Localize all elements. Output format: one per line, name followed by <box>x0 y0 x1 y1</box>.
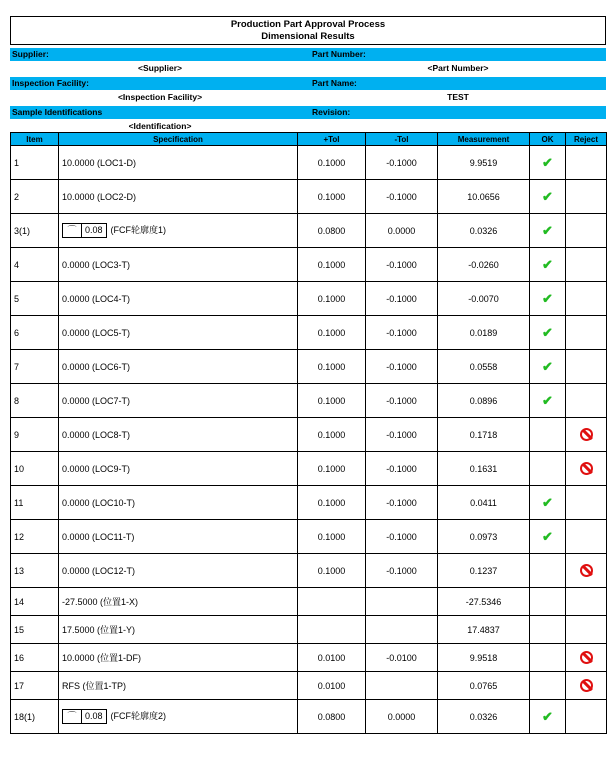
specification-cell <box>59 588 298 616</box>
reject-cell <box>566 248 607 282</box>
item-cell: 4 <box>11 248 59 282</box>
table-row <box>11 554 607 588</box>
reject-cell <box>566 214 607 248</box>
check-icon: ✔ <box>542 708 553 724</box>
minus-tol-cell: -0.1000 <box>366 350 438 384</box>
table-row <box>11 672 607 700</box>
ok-cell <box>530 316 566 350</box>
item-cell: 8 <box>11 384 59 418</box>
item-cell: 14 <box>11 588 59 616</box>
minus-tol-cell: -0.1000 <box>366 418 438 452</box>
supplier-value: <Supplier> <box>138 63 182 73</box>
measurement-cell: -0.0070 <box>438 282 530 316</box>
item-cell: 16 <box>11 644 59 672</box>
minus-tol-cell <box>366 672 438 700</box>
ok-cell <box>530 384 566 418</box>
plus-tol-cell: 0.1000 <box>298 350 366 384</box>
item-cell: 2 <box>11 180 59 214</box>
check-icon: ✔ <box>542 392 553 408</box>
surface-profile-icon: ⌒ <box>63 224 82 237</box>
measurement-cell: 0.1718 <box>438 418 530 452</box>
minus-tol-cell: -0.1000 <box>366 316 438 350</box>
reject-cell <box>566 486 607 520</box>
spec-text: RFS (位置1-TP) <box>62 681 126 691</box>
check-icon: ✔ <box>542 222 553 238</box>
measurement-cell: -0.0260 <box>438 248 530 282</box>
plus-tol-cell: 0.1000 <box>298 146 366 180</box>
specification-cell <box>59 672 298 700</box>
table-row <box>11 644 607 672</box>
facility-value: <Inspection Facility> <box>117 92 203 102</box>
table-row <box>11 282 607 316</box>
sample-bar <box>10 106 606 119</box>
reject-cell <box>566 554 607 588</box>
item-cell: 11 <box>11 486 59 520</box>
ok-cell <box>530 486 566 520</box>
plus-tol-cell: 0.0800 <box>298 214 366 248</box>
measurement-cell: 0.0765 <box>438 672 530 700</box>
spec-text: 17.5000 (位置1-Y) <box>62 625 136 635</box>
item-cell: 17 <box>11 672 59 700</box>
specification-cell <box>59 146 298 180</box>
measurement-cell: 9.9518 <box>438 644 530 672</box>
table-row <box>11 486 607 520</box>
measurement-cell: 0.0411 <box>438 486 530 520</box>
plus-tol-cell: 0.1000 <box>298 316 366 350</box>
minus-tol-cell: -0.1000 <box>366 146 438 180</box>
minus-tol-cell: 0.0000 <box>366 700 438 734</box>
spec-text: -27.5000 (位置1-X) <box>62 597 139 607</box>
facility-values <box>10 90 606 105</box>
plus-tol-cell: 0.1000 <box>298 486 366 520</box>
reject-cell <box>566 146 607 180</box>
spec-text: 0.0000 (LOC3-T) <box>62 259 131 270</box>
minus-tol-cell: -0.1000 <box>366 248 438 282</box>
reject-cell <box>566 384 607 418</box>
item-cell: 3(1) <box>11 214 59 248</box>
spec-text: 10.0000 (LOC1-D) <box>62 157 137 168</box>
supplier-bar <box>10 48 606 61</box>
minus-tol-cell: -0.0100 <box>366 644 438 672</box>
results-table <box>10 132 607 734</box>
check-icon: ✔ <box>542 494 553 510</box>
reject-icon <box>580 564 593 577</box>
item-cell: 9 <box>11 418 59 452</box>
table-row <box>11 520 607 554</box>
measurement-cell: 0.0326 <box>438 214 530 248</box>
plus-tol-cell: 0.1000 <box>298 384 366 418</box>
specification-cell <box>59 248 298 282</box>
ok-cell <box>530 214 566 248</box>
ok-cell <box>530 700 566 734</box>
spec-text: 0.0000 (LOC11-T) <box>62 531 135 542</box>
spec-text: 10.0000 (LOC2-D) <box>62 191 137 202</box>
specification-cell <box>59 384 298 418</box>
spec-text: 0.0000 (LOC9-T) <box>62 463 131 474</box>
supplier-label: Supplier: <box>12 49 49 59</box>
spec-text: 10.0000 (位置1-DF) <box>62 653 142 663</box>
surface-profile-icon: ⌒ <box>63 710 82 723</box>
item-cell: 10 <box>11 452 59 486</box>
ok-cell <box>530 146 566 180</box>
ok-cell <box>530 418 566 452</box>
table-row <box>11 452 607 486</box>
reject-icon <box>580 462 593 475</box>
specification-cell <box>59 180 298 214</box>
table-row <box>11 214 607 248</box>
item-cell: 18(1) <box>11 700 59 734</box>
part-name-value: TEST <box>447 92 469 102</box>
measurement-cell: 0.0326 <box>438 700 530 734</box>
facility-label: Inspection Facility: <box>12 78 89 88</box>
minus-tol-cell: -0.1000 <box>366 452 438 486</box>
part-number-label: Part Number: <box>312 49 366 59</box>
spec-text: (FCF轮廓度2) <box>110 710 167 721</box>
spec-text: 0.0000 (LOC8-T) <box>62 429 131 440</box>
specification-cell <box>59 700 298 734</box>
item-cell: 15 <box>11 616 59 644</box>
specification-cell <box>59 520 298 554</box>
measurement-cell: 10.0656 <box>438 180 530 214</box>
plus-tol-cell: 0.1000 <box>298 554 366 588</box>
ok-cell <box>530 644 566 672</box>
specification-cell <box>59 418 298 452</box>
plus-tol-cell: 0.1000 <box>298 418 366 452</box>
item-cell: 5 <box>11 282 59 316</box>
table-row <box>11 146 607 180</box>
report-title <box>10 16 606 45</box>
ok-cell <box>530 554 566 588</box>
spec-text: 0.0000 (LOC10-T) <box>62 497 136 508</box>
minus-tol-cell: 0.0000 <box>366 214 438 248</box>
ok-cell <box>530 616 566 644</box>
results-body <box>11 146 607 734</box>
ok-cell <box>530 350 566 384</box>
check-icon: ✔ <box>542 324 553 340</box>
ok-cell <box>530 248 566 282</box>
check-icon: ✔ <box>542 528 553 544</box>
minus-tol-cell: -0.1000 <box>366 554 438 588</box>
report-title-line1: Production Part Approval Process <box>230 19 386 30</box>
specification-cell <box>59 452 298 486</box>
fcf-tolerance: 0.08 <box>85 711 103 722</box>
plus-tol-cell: 0.0100 <box>298 644 366 672</box>
item-cell: 1 <box>11 146 59 180</box>
item-cell: 7 <box>11 350 59 384</box>
minus-tol-cell: -0.1000 <box>366 282 438 316</box>
table-row <box>11 700 607 734</box>
check-icon: ✔ <box>542 358 553 374</box>
plus-tol-cell: 0.1000 <box>298 520 366 554</box>
ok-cell <box>530 180 566 214</box>
results-header-row <box>11 133 607 146</box>
reject-cell <box>566 700 607 734</box>
reject-cell <box>566 588 607 616</box>
measurement-cell: 0.1631 <box>438 452 530 486</box>
specification-cell <box>59 554 298 588</box>
specification-cell <box>59 282 298 316</box>
col-minus-tol: -Tol <box>366 133 438 146</box>
measurement-cell: 0.0973 <box>438 520 530 554</box>
check-icon: ✔ <box>542 154 553 170</box>
specification-cell <box>59 616 298 644</box>
ok-cell <box>530 452 566 486</box>
table-row <box>11 316 607 350</box>
ok-cell <box>530 520 566 554</box>
plus-tol-cell: 0.0800 <box>298 700 366 734</box>
spec-text: 0.0000 (LOC7-T) <box>62 395 131 406</box>
item-cell: 12 <box>11 520 59 554</box>
spec-text: 0.0000 (LOC5-T) <box>62 327 131 338</box>
col-reject: Reject <box>566 133 607 146</box>
ok-cell <box>530 672 566 700</box>
specification-cell <box>59 316 298 350</box>
part-number-value: <Part Number> <box>427 63 489 73</box>
col-measurement: Measurement <box>438 133 530 146</box>
part-name-label: Part Name: <box>312 78 357 88</box>
specification-cell <box>59 214 298 248</box>
minus-tol-cell: -0.1000 <box>366 520 438 554</box>
reject-cell <box>566 672 607 700</box>
measurement-cell: -27.5346 <box>438 588 530 616</box>
reject-cell <box>566 418 607 452</box>
profile-fcf-frame <box>62 709 107 724</box>
col-item: Item <box>11 133 59 146</box>
reject-cell <box>566 644 607 672</box>
minus-tol-cell <box>366 588 438 616</box>
plus-tol-cell: 0.1000 <box>298 248 366 282</box>
spec-text: (FCF轮廓度1) <box>110 224 167 235</box>
plus-tol-cell: 0.1000 <box>298 180 366 214</box>
col-ok: OK <box>530 133 566 146</box>
spec-text: 0.0000 (LOC4-T) <box>62 293 131 304</box>
dimensional-results-sheet <box>10 16 606 734</box>
reject-cell <box>566 350 607 384</box>
item-cell: 6 <box>11 316 59 350</box>
reject-icon <box>580 428 593 441</box>
reject-cell <box>566 452 607 486</box>
reject-cell <box>566 282 607 316</box>
supplier-values <box>10 61 606 76</box>
plus-tol-cell: 0.0100 <box>298 672 366 700</box>
col-specification: Specification <box>59 133 298 146</box>
fcf-tolerance: 0.08 <box>85 225 103 236</box>
facility-bar <box>10 77 606 90</box>
reject-icon <box>580 679 593 692</box>
specification-cell <box>59 486 298 520</box>
measurement-cell: 9.9519 <box>438 146 530 180</box>
sample-values <box>10 119 606 132</box>
check-icon: ✔ <box>542 290 553 306</box>
plus-tol-cell: 0.1000 <box>298 452 366 486</box>
measurement-cell: 17.4837 <box>438 616 530 644</box>
item-cell: 13 <box>11 554 59 588</box>
reject-cell <box>566 616 607 644</box>
minus-tol-cell <box>366 616 438 644</box>
table-row <box>11 588 607 616</box>
measurement-cell: 0.0189 <box>438 316 530 350</box>
ok-cell <box>530 588 566 616</box>
measurement-cell: 0.1237 <box>438 554 530 588</box>
report-title-line2: Dimensional Results <box>261 31 355 42</box>
check-icon: ✔ <box>542 256 553 272</box>
sample-value: <Identification> <box>128 121 192 131</box>
sample-label: Sample Identifications <box>12 107 103 117</box>
reject-cell <box>566 316 607 350</box>
minus-tol-cell: -0.1000 <box>366 384 438 418</box>
check-icon: ✔ <box>542 188 553 204</box>
table-row <box>11 180 607 214</box>
specification-cell <box>59 644 298 672</box>
reject-cell <box>566 520 607 554</box>
reject-icon <box>580 651 593 664</box>
profile-fcf-frame <box>62 223 107 238</box>
revision-label: Revision: <box>312 107 351 117</box>
plus-tol-cell <box>298 588 366 616</box>
spec-text: 0.0000 (LOC12-T) <box>62 565 136 576</box>
measurement-cell: 0.0558 <box>438 350 530 384</box>
plus-tol-cell: 0.1000 <box>298 282 366 316</box>
plus-tol-cell <box>298 616 366 644</box>
table-row <box>11 350 607 384</box>
table-row <box>11 418 607 452</box>
minus-tol-cell: -0.1000 <box>366 486 438 520</box>
col-plus-tol: +Tol <box>298 133 366 146</box>
ok-cell <box>530 282 566 316</box>
reject-cell <box>566 180 607 214</box>
specification-cell <box>59 350 298 384</box>
table-row <box>11 248 607 282</box>
table-row <box>11 384 607 418</box>
minus-tol-cell: -0.1000 <box>366 180 438 214</box>
spec-text: 0.0000 (LOC6-T) <box>62 361 131 372</box>
measurement-cell: 0.0896 <box>438 384 530 418</box>
table-row <box>11 616 607 644</box>
